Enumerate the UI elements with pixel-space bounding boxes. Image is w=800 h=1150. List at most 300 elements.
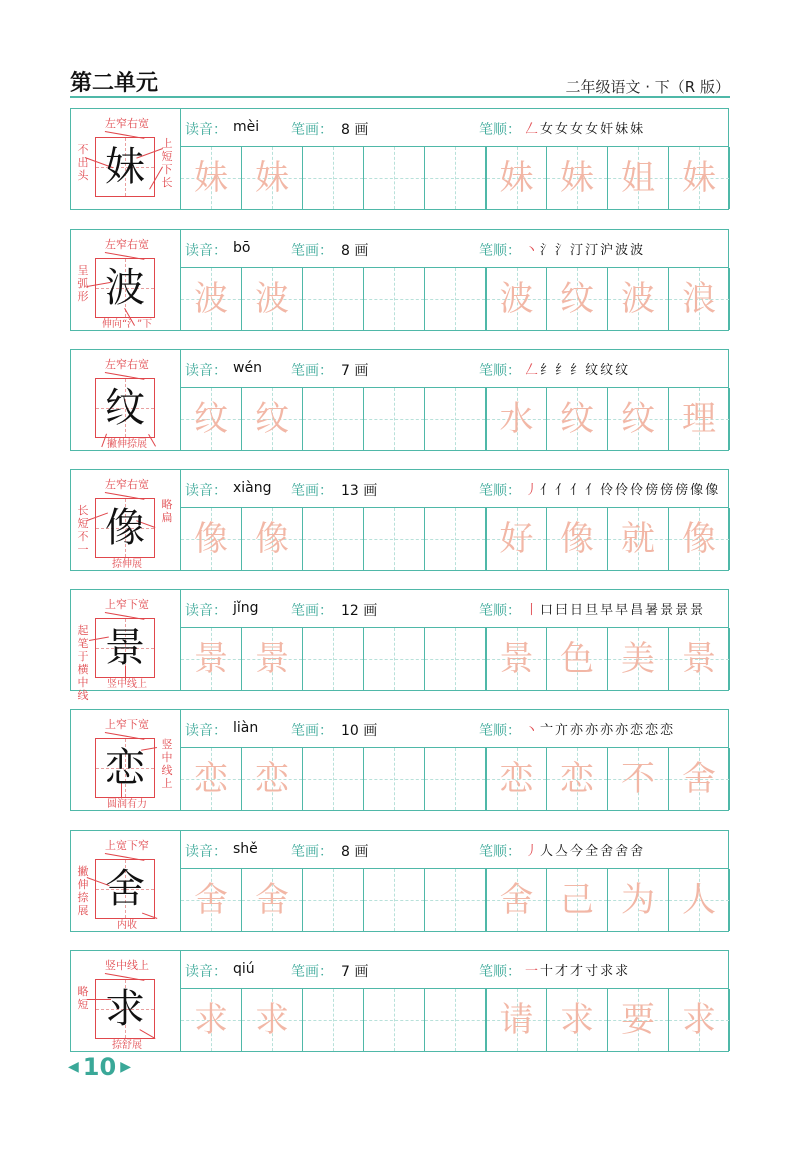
writing-tip-left: 撇伸捺展 [77, 865, 89, 917]
practice-cell[interactable] [608, 628, 669, 690]
writing-tip-right: 略扁 [161, 498, 173, 524]
writing-tip-right: 上短下长 [161, 137, 173, 189]
stroke-order-step: 波 [615, 243, 630, 258]
pinyin-label: 读音： [185, 122, 227, 138]
book-subtitle: 二年级语文 · 下（R 版） [565, 78, 730, 96]
blank-practice-cell[interactable] [364, 869, 425, 931]
stroke-order-step: 亻 [585, 483, 600, 498]
character-row [70, 950, 729, 1052]
stroke-order-step: 才 [555, 964, 570, 979]
stroke-order-step: 傍 [675, 483, 690, 498]
pinyin-label: 读音： [185, 363, 227, 379]
stroke-order-step: 女 [570, 122, 585, 137]
practice-cell[interactable] [181, 748, 242, 810]
stroke-order-step: 昌 [630, 603, 645, 618]
stroke-count-value: 8 画 [341, 844, 369, 860]
stroke-order-step: 曰 [555, 603, 570, 618]
character-info-bar [181, 831, 729, 869]
practice-cell[interactable] [547, 748, 608, 810]
character-row [70, 108, 729, 210]
trace-character: 妹 [255, 158, 289, 198]
practice-cell[interactable] [608, 508, 669, 570]
practice-cell[interactable] [669, 508, 730, 570]
blank-practice-cell[interactable] [303, 628, 364, 690]
word-character: 妹 [499, 158, 534, 198]
stroke-order-sequence [525, 599, 704, 618]
model-character: 纹 [105, 385, 145, 431]
practice-grid [181, 869, 729, 931]
stroke-order-step: 景 [660, 603, 675, 618]
trace-character: 景 [194, 639, 228, 679]
stroke-count-label: 笔画： [291, 363, 333, 379]
word-character: 浪 [682, 279, 716, 319]
word-character: 要 [621, 1000, 655, 1040]
stroke-order-step: 旦 [585, 603, 600, 618]
model-character: 求 [105, 986, 145, 1032]
practice-cell[interactable] [547, 388, 608, 450]
stroke-order-step: 全 [585, 844, 600, 859]
stroke-order-step: 丿 [525, 483, 540, 498]
stroke-count-value: 13 画 [341, 483, 378, 499]
practice-cell[interactable] [181, 147, 242, 209]
word-character: 纹 [560, 399, 594, 439]
stroke-order-step: 恋 [660, 723, 675, 738]
practice-cell[interactable] [181, 628, 242, 690]
model-character: 舍 [105, 866, 145, 912]
stroke-order-step: 纹 [615, 363, 630, 378]
trace-character: 像 [194, 519, 228, 559]
stroke-order-step: 亼 [555, 844, 570, 859]
stroke-order-sequence [525, 840, 644, 859]
writing-tip-bottom: 伸向“氵”下 [101, 319, 153, 330]
model-character-cell [71, 230, 181, 330]
trace-character: 舍 [194, 880, 228, 920]
stroke-count-value: 8 画 [341, 243, 369, 259]
model-character-cell [71, 831, 181, 931]
stroke-order-step: 纹 [600, 363, 615, 378]
stroke-order-step: 丿 [525, 844, 540, 859]
stroke-order-step: 丨 [525, 603, 540, 618]
blank-practice-cell[interactable] [364, 388, 425, 450]
stroke-order-step: 口 [540, 603, 555, 618]
stroke-order-step: 亣 [555, 723, 570, 738]
word-character: 纹 [560, 279, 594, 319]
practice-cell[interactable] [547, 508, 608, 570]
trace-character: 纹 [255, 399, 289, 439]
writing-tip-left: 呈弧形 [77, 264, 89, 303]
blank-practice-cell[interactable] [303, 388, 364, 450]
trace-character: 像 [255, 519, 289, 559]
stroke-order-step: 日 [570, 603, 585, 618]
word-character: 像 [682, 519, 716, 559]
trace-character: 求 [194, 1000, 228, 1040]
practice-cell[interactable] [547, 147, 608, 209]
practice-cell[interactable] [242, 869, 303, 931]
model-character: 景 [105, 625, 145, 671]
stroke-order-step: 沪 [600, 243, 615, 258]
stroke-count-label: 笔画： [291, 122, 333, 138]
word-character: 像 [560, 519, 594, 559]
pinyin-label: 读音： [185, 603, 227, 619]
practice-cell[interactable] [547, 268, 608, 330]
stroke-order-step: 丶 [525, 723, 540, 738]
blank-practice-cell[interactable] [303, 508, 364, 570]
stroke-order-step: 亠 [540, 723, 555, 738]
stroke-order-step: 傍 [645, 483, 660, 498]
writing-tip-bottom: 撇伸捺展 [107, 439, 147, 450]
writing-tip-top: 左窄右宽 [105, 478, 149, 491]
word-character: 色 [560, 639, 594, 679]
character-row [70, 469, 729, 571]
blank-practice-cell[interactable] [425, 388, 486, 450]
writing-tip-top: 上窄下宽 [105, 598, 149, 611]
writing-tip-bottom: 捺舒展 [112, 1040, 142, 1051]
character-row [70, 709, 729, 811]
character-row [70, 830, 729, 932]
stroke-order-step: 今 [570, 844, 585, 859]
stroke-order-label: 笔顺： [479, 483, 521, 499]
blank-practice-cell[interactable] [364, 147, 425, 209]
practice-grid [181, 748, 729, 810]
pinyin-value: liàn [233, 720, 259, 736]
model-character-cell [71, 590, 181, 702]
character-info-bar [181, 590, 729, 628]
stroke-order-label: 笔顺： [479, 844, 521, 860]
model-character-cell [71, 951, 181, 1051]
stroke-order-label: 笔顺： [479, 964, 521, 980]
trace-character: 妹 [194, 158, 228, 198]
word-character: 理 [682, 399, 716, 439]
stroke-order-step: 亻 [570, 483, 585, 498]
practice-cell[interactable] [669, 869, 730, 931]
stroke-order-step: 恋 [645, 723, 660, 738]
writing-tip-top: 左窄右宽 [105, 358, 149, 371]
writing-tip-bottom: 竖中线上 [107, 679, 147, 690]
practice-cell[interactable] [486, 508, 547, 570]
word-character: 为 [621, 880, 655, 920]
practice-cell[interactable] [242, 628, 303, 690]
header-divider [70, 96, 730, 98]
stroke-count-label: 笔画： [291, 964, 333, 980]
stroke-order-label: 笔顺： [479, 122, 521, 138]
practice-cell[interactable] [242, 989, 303, 1051]
stroke-order-step: 舍 [600, 844, 615, 859]
stroke-order-step: 人 [540, 844, 555, 859]
practice-cell[interactable] [608, 989, 669, 1051]
trace-character: 恋 [255, 759, 289, 799]
stroke-count-label: 笔画： [291, 483, 333, 499]
stroke-order-step: 女 [585, 122, 600, 137]
stroke-count-value: 7 画 [341, 363, 369, 379]
pinyin-value: bō [233, 240, 251, 256]
stroke-count-value: 12 画 [341, 603, 378, 619]
stroke-order-label: 笔顺： [479, 243, 521, 259]
blank-practice-cell[interactable] [364, 628, 425, 690]
model-character: 恋 [105, 745, 145, 791]
stroke-order-step: 景 [690, 603, 705, 618]
blank-practice-cell[interactable] [425, 628, 486, 690]
writing-tip-top: 左窄右宽 [105, 238, 149, 251]
pinyin-value: jǐng [233, 600, 259, 616]
pinyin-value: shě [233, 841, 258, 857]
unit-title: 第二单元 [70, 71, 159, 96]
stroke-order-step: 傍 [660, 483, 675, 498]
pinyin-value: mèi [233, 119, 260, 135]
stroke-count-value: 7 画 [341, 964, 369, 980]
stroke-order-step: 一 [525, 964, 540, 979]
word-character: 妹 [560, 158, 594, 198]
pinyin-value: wén [233, 360, 262, 376]
stroke-order-step: 氵 [555, 243, 570, 258]
writing-tip-left: 略短 [77, 985, 89, 1011]
writing-tip-top: 竖中线上 [105, 959, 149, 972]
practice-cell[interactable] [181, 388, 242, 450]
practice-grid [181, 508, 729, 570]
character-row [70, 229, 729, 331]
practice-cell[interactable] [181, 268, 242, 330]
blank-practice-cell[interactable] [425, 508, 486, 570]
practice-grid [181, 628, 729, 690]
blank-practice-cell[interactable] [425, 147, 486, 209]
stroke-order-step: 伶 [600, 483, 615, 498]
practice-cell[interactable] [242, 748, 303, 810]
practice-grid [181, 388, 729, 450]
blank-practice-cell[interactable] [303, 869, 364, 931]
trace-character: 纹 [194, 399, 228, 439]
practice-cell[interactable] [181, 869, 242, 931]
page-number-text: 10 [82, 1053, 117, 1081]
model-character-cell [71, 109, 181, 209]
stroke-order-sequence [525, 719, 674, 738]
tianzige-box [95, 498, 155, 558]
writing-tip-top: 左窄右宽 [105, 117, 149, 130]
model-character: 波 [105, 265, 145, 311]
prev-page-arrow[interactable]: ◀ [68, 1059, 79, 1075]
tianzige-box [95, 618, 155, 678]
tianzige-box [95, 378, 155, 438]
word-character: 请 [499, 1000, 534, 1040]
practice-cell[interactable] [486, 268, 547, 330]
practice-cell[interactable] [242, 388, 303, 450]
character-info-bar [181, 350, 729, 388]
model-character-cell [71, 710, 181, 810]
stroke-order-step: 纟 [570, 363, 585, 378]
model-character: 妹 [105, 144, 145, 190]
stroke-order-step: 求 [600, 964, 615, 979]
word-character: 景 [499, 639, 534, 679]
stroke-order-step: 亦 [600, 723, 615, 738]
stroke-order-step: 汀 [570, 243, 585, 258]
practice-cell[interactable] [547, 869, 608, 931]
practice-cell[interactable] [608, 748, 669, 810]
blank-practice-cell[interactable] [425, 869, 486, 931]
practice-cell[interactable] [486, 147, 547, 209]
blank-practice-cell[interactable] [303, 748, 364, 810]
tianzige-box [95, 137, 155, 197]
stroke-count-label: 笔画： [291, 603, 333, 619]
stroke-order-step: 才 [570, 964, 585, 979]
stroke-order-step: 暑 [645, 603, 660, 618]
pinyin-label: 读音： [185, 844, 227, 860]
word-character: 求 [682, 1000, 716, 1040]
practice-cell[interactable] [181, 989, 242, 1051]
character-info-bar [181, 109, 729, 147]
stroke-order-step: 早 [600, 603, 615, 618]
word-character: 妹 [682, 158, 716, 198]
stroke-order-step: 舍 [615, 844, 630, 859]
trace-character: 恋 [194, 759, 228, 799]
practice-cell[interactable] [242, 268, 303, 330]
stroke-order-step: 𠃋 [525, 122, 540, 137]
blank-practice-cell[interactable] [303, 268, 364, 330]
stroke-count-label: 笔画： [291, 723, 333, 739]
blank-practice-cell[interactable] [425, 989, 486, 1051]
character-info-bar [181, 951, 729, 989]
blank-practice-cell[interactable] [425, 748, 486, 810]
blank-practice-cell[interactable] [303, 989, 364, 1051]
word-character: 好 [499, 519, 534, 559]
character-row [70, 589, 729, 702]
stroke-count-label: 笔画： [291, 243, 333, 259]
stroke-order-step: 早 [615, 603, 630, 618]
stroke-order-step: 纟 [540, 363, 555, 378]
stroke-order-step: 像 [690, 483, 705, 498]
pinyin-label: 读音： [185, 723, 227, 739]
practice-cell[interactable] [486, 989, 547, 1051]
practice-cell[interactable] [547, 628, 608, 690]
word-character: 人 [682, 880, 716, 920]
stroke-order-step: 伶 [615, 483, 630, 498]
stroke-order-sequence [525, 118, 644, 137]
practice-cell[interactable] [669, 147, 730, 209]
writing-tip-right: 竖中线上 [161, 738, 173, 790]
pinyin-label: 读音： [185, 964, 227, 980]
word-character: 景 [682, 639, 716, 679]
character-info-bar [181, 470, 729, 508]
stroke-order-step: 纹 [585, 363, 600, 378]
writing-tip-left: 长短不一 [77, 504, 89, 556]
practice-cell[interactable] [486, 388, 547, 450]
practice-cell[interactable] [242, 508, 303, 570]
practice-cell[interactable] [669, 628, 730, 690]
stroke-order-step: 波 [630, 243, 645, 258]
word-character: 舍 [682, 759, 716, 799]
model-character: 像 [105, 505, 145, 551]
writing-tip-bottom: 内收 [117, 920, 137, 931]
trace-character: 求 [255, 1000, 289, 1040]
word-character: 水 [499, 399, 534, 439]
stroke-order-step: 女 [555, 122, 570, 137]
stroke-count-label: 笔画： [291, 844, 333, 860]
stroke-order-step: 景 [675, 603, 690, 618]
character-info-bar [181, 710, 729, 748]
model-character-cell [71, 350, 181, 450]
practice-cell[interactable] [608, 388, 669, 450]
word-character: 舍 [499, 880, 534, 920]
practice-cell[interactable] [669, 748, 730, 810]
tianzige-box [95, 258, 155, 318]
stroke-order-step: 伶 [630, 483, 645, 498]
writing-tip-bottom: 捺伸展 [112, 559, 142, 570]
character-info-bar [181, 230, 729, 268]
stroke-order-step: 汀 [585, 243, 600, 258]
word-character: 纹 [621, 399, 655, 439]
stroke-order-step: 纟 [555, 363, 570, 378]
practice-cell[interactable] [608, 147, 669, 209]
pinyin-label: 读音： [185, 483, 227, 499]
stroke-order-step: 妹 [615, 122, 630, 137]
practice-cell[interactable] [669, 388, 730, 450]
stroke-order-step: 奸 [600, 122, 615, 137]
blank-practice-cell[interactable] [364, 748, 425, 810]
practice-cell[interactable] [486, 628, 547, 690]
practice-grid [181, 268, 729, 330]
practice-cell[interactable] [486, 748, 547, 810]
practice-cell[interactable] [547, 989, 608, 1051]
practice-cell[interactable] [181, 508, 242, 570]
model-character-cell [71, 470, 181, 570]
blank-practice-cell[interactable] [364, 989, 425, 1051]
next-page-arrow[interactable]: ▶ [120, 1059, 131, 1075]
stroke-order-step: 求 [615, 964, 630, 979]
stroke-order-step: 亦 [615, 723, 630, 738]
word-character: 恋 [560, 759, 594, 799]
writing-tip-top: 上宽下窄 [105, 839, 149, 852]
blank-practice-cell[interactable] [303, 147, 364, 209]
stroke-order-sequence [525, 359, 629, 378]
practice-grid [181, 989, 729, 1051]
pinyin-value: qiú [233, 961, 255, 977]
tianzige-box [95, 979, 155, 1039]
practice-cell[interactable] [242, 147, 303, 209]
page-number [68, 1053, 131, 1081]
stroke-order-step: 舍 [630, 844, 645, 859]
word-character: 美 [621, 639, 655, 679]
character-row [70, 349, 729, 451]
stroke-order-label: 笔顺： [479, 363, 521, 379]
trace-character: 波 [194, 279, 228, 319]
word-character: 不 [621, 759, 655, 799]
trace-character: 舍 [255, 880, 289, 920]
practice-grid [181, 147, 729, 209]
stroke-order-step: 𠃋 [525, 363, 540, 378]
stroke-order-step: 亻 [540, 483, 555, 498]
trace-character: 景 [255, 639, 289, 679]
stroke-order-step: 亦 [570, 723, 585, 738]
practice-cell[interactable] [608, 268, 669, 330]
stroke-order-step: 女 [540, 122, 555, 137]
trace-character: 波 [255, 279, 289, 319]
practice-cell[interactable] [486, 869, 547, 931]
practice-cell[interactable] [669, 268, 730, 330]
stroke-order-step: 亦 [585, 723, 600, 738]
word-character: 就 [621, 519, 655, 559]
stroke-count-value: 8 画 [341, 122, 369, 138]
tianzige-box [95, 859, 155, 919]
blank-practice-cell[interactable] [364, 508, 425, 570]
writing-tip-bottom: 圆润有力 [107, 799, 147, 810]
practice-cell[interactable] [669, 989, 730, 1051]
practice-cell[interactable] [608, 869, 669, 931]
stroke-count-value: 10 画 [341, 723, 378, 739]
blank-practice-cell[interactable] [425, 268, 486, 330]
stroke-order-sequence [525, 479, 719, 498]
pinyin-value: xiàng [233, 480, 272, 496]
stroke-order-step: 氵 [540, 243, 555, 258]
stroke-order-label: 笔顺： [479, 723, 521, 739]
blank-practice-cell[interactable] [364, 268, 425, 330]
word-character: 恋 [499, 759, 534, 799]
